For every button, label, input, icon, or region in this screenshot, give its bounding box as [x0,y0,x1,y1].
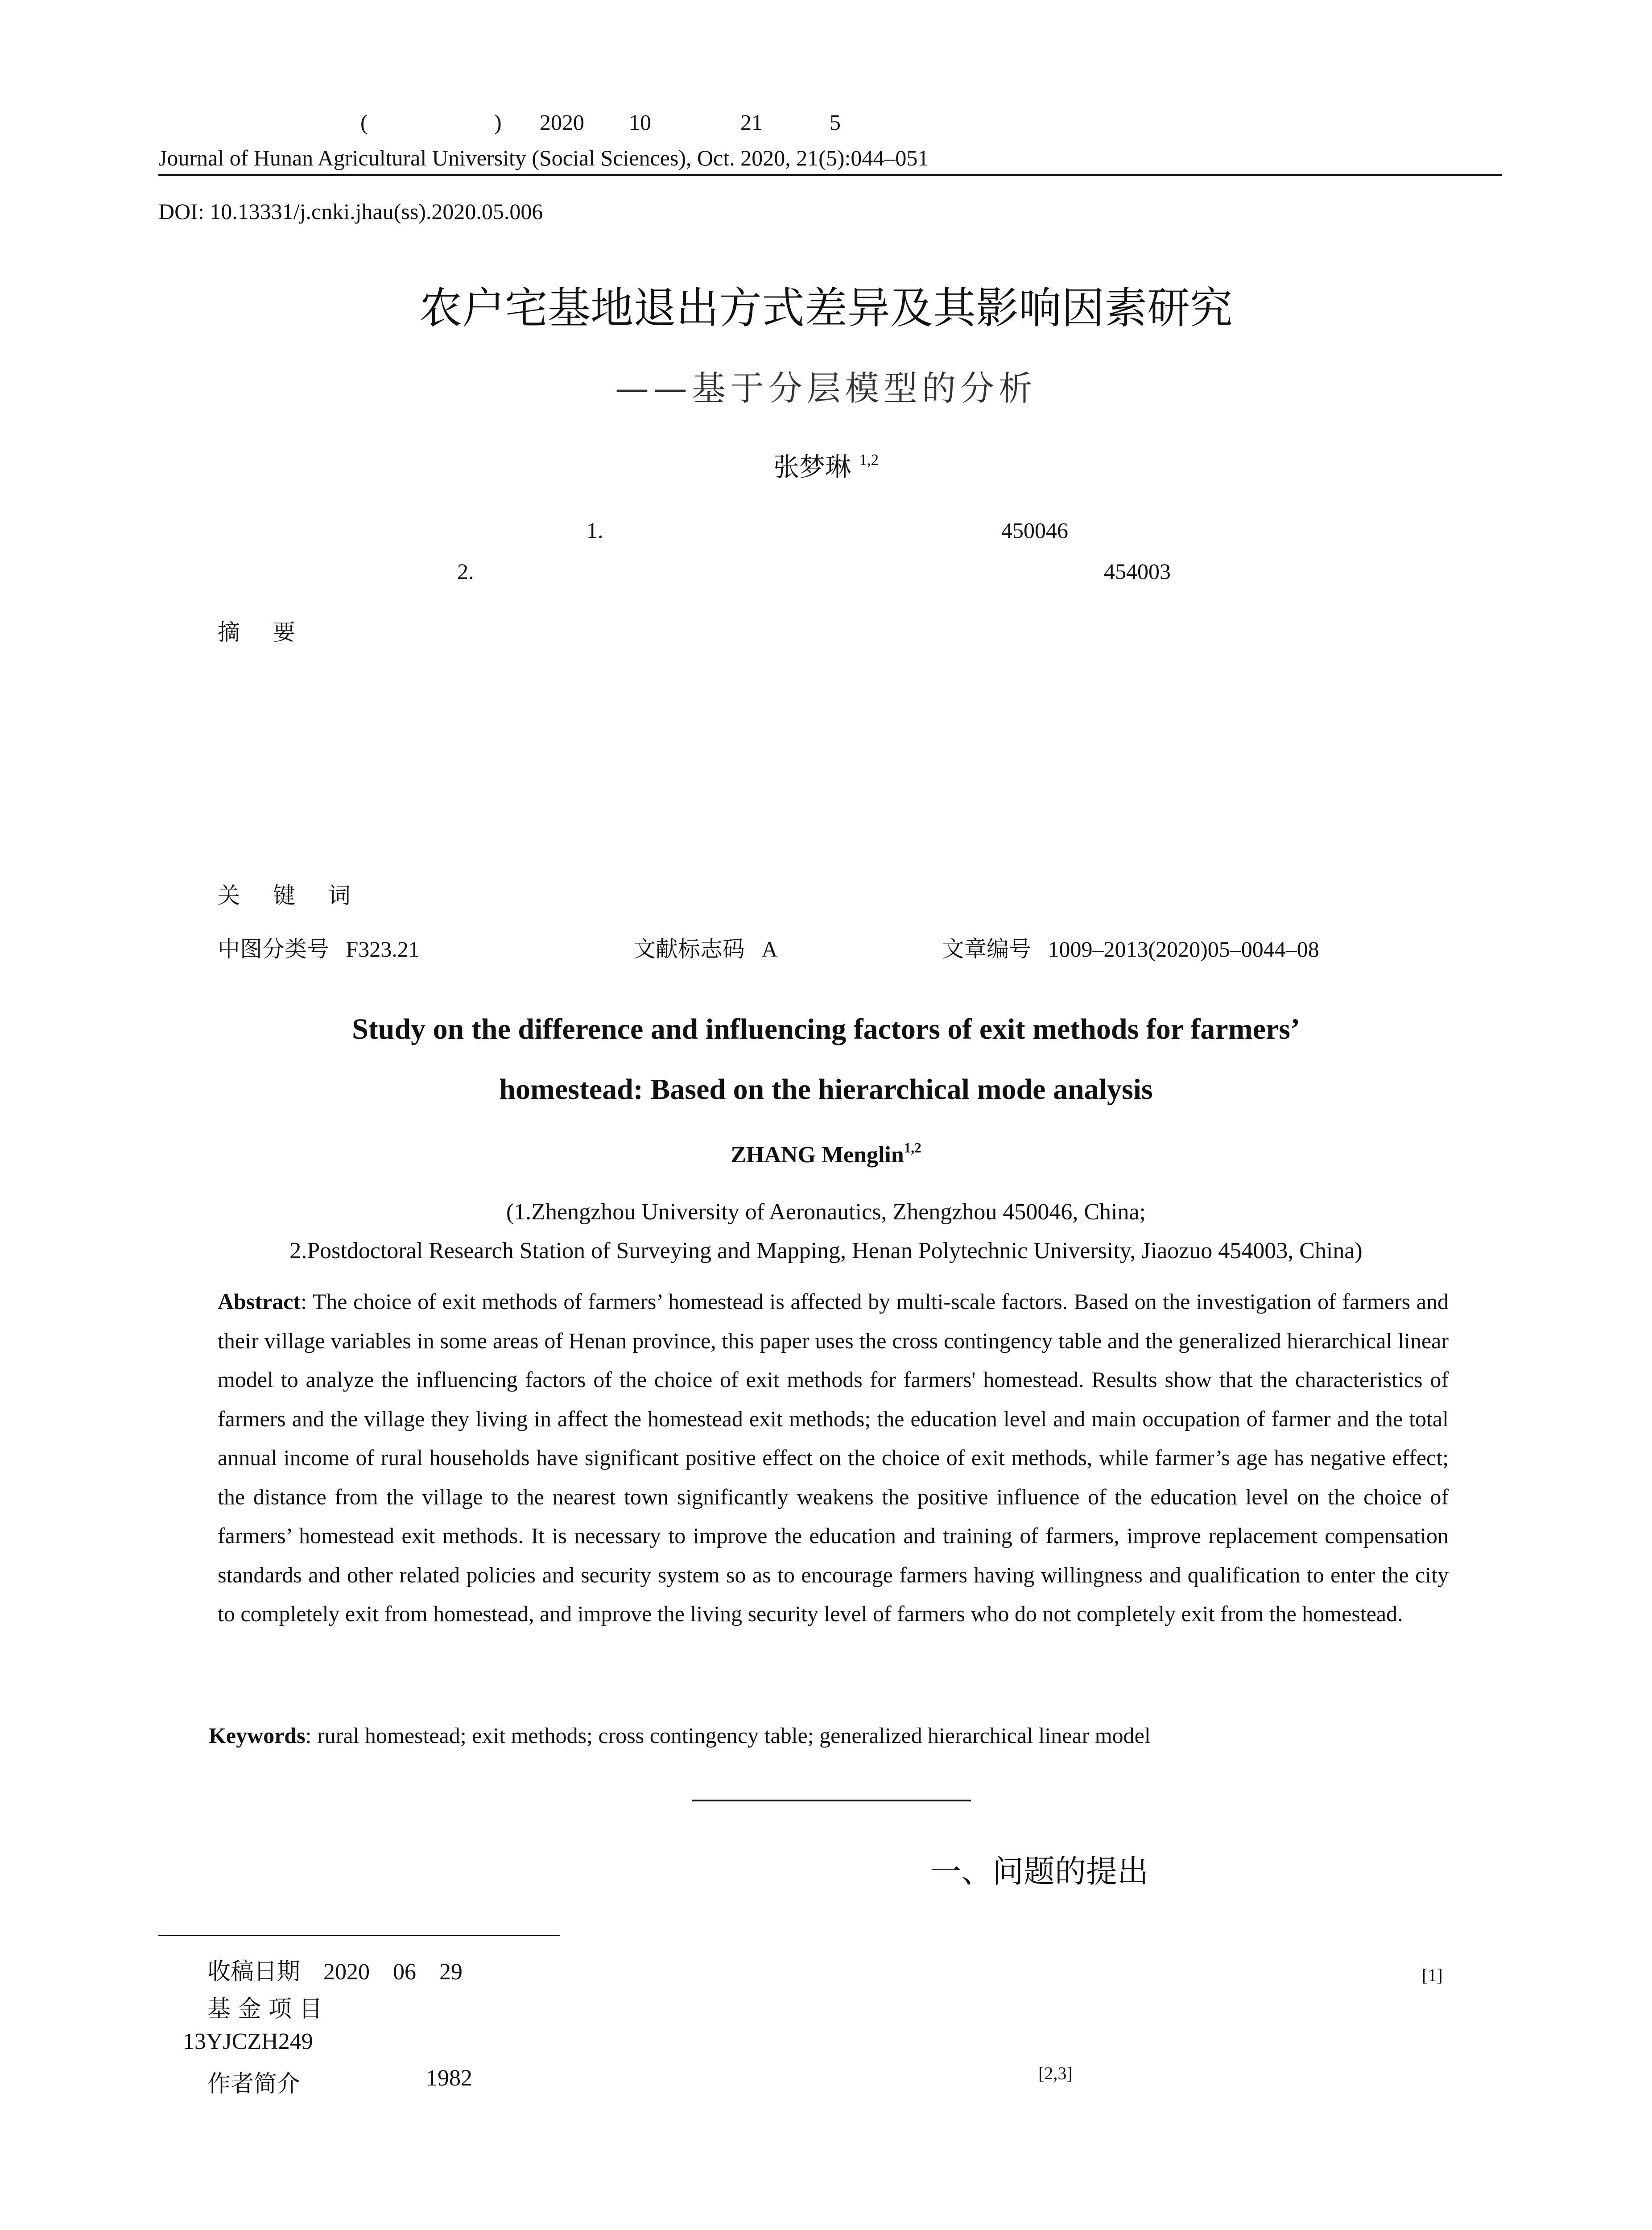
citation-2-3: [2,3] [1038,2063,1073,2083]
author-bio-label: 作者简介 [207,2071,301,2098]
author-cn-name: 张梦琳 [773,452,851,482]
footnote-rule [158,1935,560,1936]
keywords-en-label: Keywords [209,1723,306,1748]
doi: DOI: 10.13331/j.cnki.jhau(ss).2020.05.006 [158,199,543,224]
header-paren-close: ) [494,110,502,135]
article-no-label: 文章编号 [942,936,1031,962]
journal-header-en: Journal of Hunan Agricultural University (Social Sciences), Oct. 2020, 21(5):044–051 [158,145,929,170]
title-en-line2: homestead: Based on the hierarchical mode analysis [499,1073,1153,1106]
author-en-name: ZHANG Menglin [731,1142,904,1168]
author-en-sup: 1,2 [904,1140,921,1156]
affiliation-en-2: 2.Postdoctoral Research Station of Surveying and Mapping, Henan Polytechnic University, Jiaozuo 454003, China) [289,1238,1363,1264]
journal-header-cn [0,109,1652,140]
author-cn [0,446,1652,483]
footnote-fund-code: 13YJCZH249 [183,2029,313,2054]
keywords-en [209,1722,1151,1748]
doc-code-label: 文献标志码 [633,936,745,962]
affiliation-cn-1-code: 450046 [1001,518,1068,543]
clc-value: F323.21 [346,937,420,962]
received-year: 2020 [323,1959,370,1985]
section-separator [692,1800,971,1801]
abstract-en-label: Abstract [218,1289,301,1314]
title-en-line1: Study on the difference and influencing factors of exit methods for farmers’ [352,1013,1300,1045]
keywords-cn-label: 关 键 词 [218,883,356,909]
classification-article-no [942,931,1319,963]
footnote-fund-label: 基 金 项 目 [207,1996,322,2023]
classification-doc-code [633,931,778,963]
header-paren-open: ( [360,110,368,135]
title-cn: 农户宅基地退出方式差异及其影响因素研究 [419,283,1233,333]
section1-heading: 一、问题的提出 [930,1853,1148,1890]
affiliation-cn-2-code: 454003 [1104,559,1171,584]
header-issue: 5 [830,110,841,135]
article-no-value: 1009–2013(2020)05–0044–08 [1048,937,1319,962]
received-day: 29 [439,1959,463,1985]
classification-clc [218,931,420,963]
citation-1: [1] [1422,1965,1443,1985]
header-volume: 21 [740,110,763,135]
footnote-author [207,2065,300,2098]
received-label: 收稿日期 [207,1958,301,1985]
doc-code-value: A [761,937,778,962]
received-month: 06 [393,1959,417,1985]
author-birth-year: 1982 [426,2065,472,2091]
header-rule [158,174,1502,176]
header-year: 2020 [540,110,584,135]
abstract-cn-label: 摘 要 [218,619,301,645]
abstract-en-text: : The choice of exit methods of farmers’ homestead is affected by multi-scale factors. Based on the investigation of farmers and their village variables in some areas of Henan province, this paper uses the cross contingency table and the generalized hierarchical linear model to analyze the influencing factors of the choice of exit methods for farmers' homestead. Results show that the characteristics of farmers and the village they living in affect the homestead exit methods; the education level and main occupation of farmer and the total annual income of rural households have significant positive effect on the choice of exit methods, while farmer’s age has negative effect; the distance from the village to the nearest town significantly weakens the positive influence of the education level on the choice of farmers’ homestead exit methods. It is necessary to improve the education and training of farmers, improve replacement compensation standards and other related policies and security system so as to encourage farmers having willingness and qualification to enter the city to completely exit from homestead, and improve the living security level of farmers who do not completely exit from the homestead. [218,1289,1449,1626]
keywords-en-text: : rural homestead; exit methods; cross contingency table; generalized hierarchical linear model [305,1723,1151,1748]
author-en [0,1142,1652,1168]
footnote-received [207,1953,463,1986]
subtitle-cn: ——基于分层模型的分析 [615,368,1037,408]
header-month: 10 [629,110,651,135]
affiliation-cn-2-num: 2. [457,559,474,584]
affiliation-en-1: (1.Zhengzhou University of Aeronautics, Zhengzhou 450046, China; [506,1199,1146,1225]
affiliation-cn-1-num: 1. [586,518,603,543]
abstract-en [218,1282,1449,1634]
clc-label: 中图分类号 [218,936,329,962]
author-cn-sup: 1,2 [859,451,879,469]
